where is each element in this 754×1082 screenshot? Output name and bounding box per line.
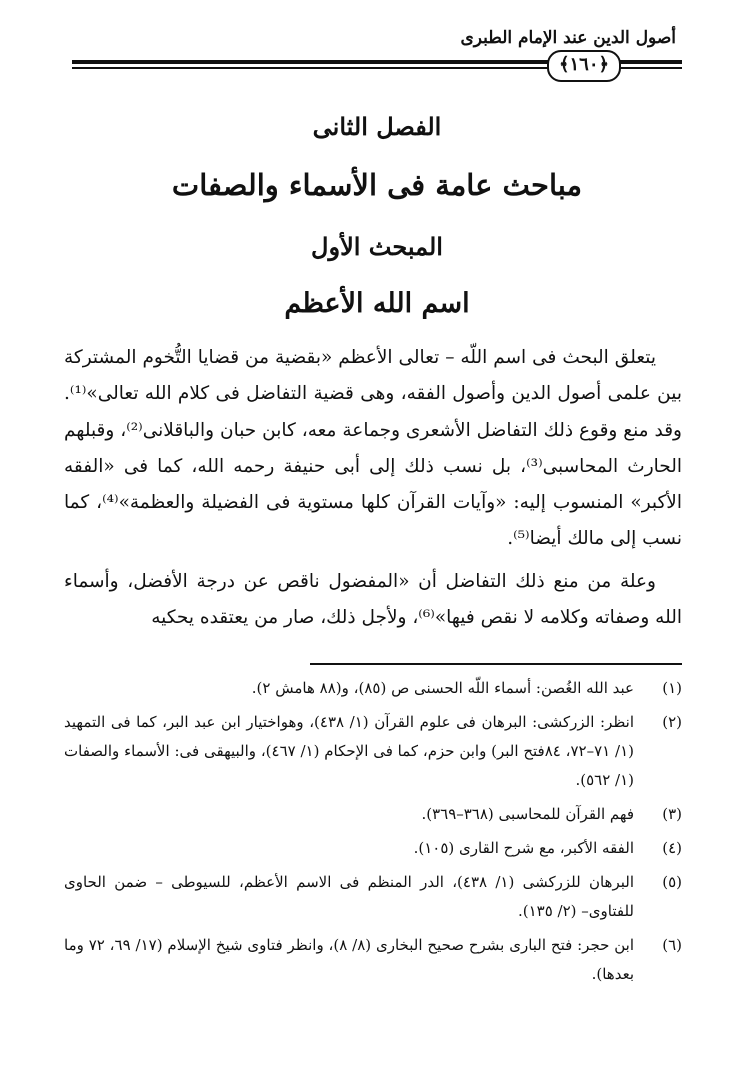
footnote-number: (٢) (662, 713, 682, 731)
footnote-number: (٤) (662, 839, 682, 857)
section-heading: المبحث الأول (311, 232, 443, 261)
footnote-1 (64, 674, 682, 703)
footnote-5 (64, 868, 682, 926)
footnote-number: (٥) (662, 873, 682, 891)
footnote-text: فهم القرآن للمحاسبى (٣٦٨–٣٦٩). (421, 805, 634, 823)
footnote-text: عبد الله الغُصن: أسماء اللّه الحسنى ص (٨٥)، و(٨٨ هامش ٢). (251, 679, 634, 697)
body-text (64, 340, 682, 636)
footnote-number: (٣) (662, 805, 682, 823)
footnotes (64, 674, 682, 994)
footnote-text: ابن حجر: فتح البارى بشرح صحيح البخارى (٨/ ٨)، وانظر فتاوى شيخ الإسلام (١٧/ ٦٩، ٧٢ وما بعدها). (64, 936, 635, 983)
footnote-number: (٦) (662, 936, 682, 954)
footnote-separator (310, 663, 682, 665)
chapter-heading: الفصل الثانى (312, 112, 442, 141)
chapter-title: مباحث عامة فى الأسماء والصفات (171, 168, 583, 202)
footnote-6 (64, 931, 682, 989)
running-title: أصول الدين عند الإمام الطبرى (460, 28, 676, 48)
footnote-2 (64, 708, 682, 795)
footnote-3 (64, 800, 682, 829)
footnote-text: البرهان للزركشى (١/ ٤٣٨)، الدر المنظم فى الاسم الأعظم، للسيوطى – ضمن الحاوى للفتاوى– (٢/ ١٣٥). (64, 873, 634, 920)
topic-heading: اسم الله الأعظم (284, 288, 470, 319)
page-number: ﴿١٦٠﴾ (547, 50, 621, 82)
footnote-number: (١) (662, 679, 682, 697)
paragraph-2: وعلة من منع ذلك التفاضل أن «المفضول ناقص عن درجة الأفضل، وأسماء الله وصفاته وكلامه لا نقص فيها»⁽⁶⁾، ولأجل ذلك، صار من يعتقده يحكيه (64, 570, 682, 629)
paragraph-1: يتعلق البحث فى اسم اللّه – تعالى الأعظم «بقضية من قضايا التُّخوم المشتركة بين علمى أصول الدين وأصول الفقه، وهى قضية التفاضل فى كلام الله تعالى»⁽¹⁾. وقد منع وقوع ذلك التفاضل الأشعرى وجماعة معه، كابن حبان والباقلانى⁽²⁾، وقبلهم الحارث المحاسبى⁽³⁾، بل نسب ذلك إلى أبى حنيفة رحمه الله، كما فى «الفقه الأكبر» المنسوب إليه: «وآيات القرآن كلها مستوية فى الفضيلة والعظمة»⁽⁴⁾، كما نسب إلى مالك أيضا⁽⁵⁾. (64, 347, 682, 550)
footnote-4 (64, 834, 682, 863)
footnote-text: الفقه الأكبر، مع شرح القارى (١٠٥). (413, 839, 634, 857)
footnote-text: انظر: الزركشى: البرهان فى علوم القرآن (١/ ٤٣٨)، وهواختيار ابن عبد البر، كما فى التمهيد (١/ ٧١–٧٢، ٨٤فتح البر) وابن حزم، كما فى الإحكام (١/ ٤٦٧)، والبيهقى فى: الأسماء والصفات (١/ ٥٦٢). (64, 713, 634, 789)
